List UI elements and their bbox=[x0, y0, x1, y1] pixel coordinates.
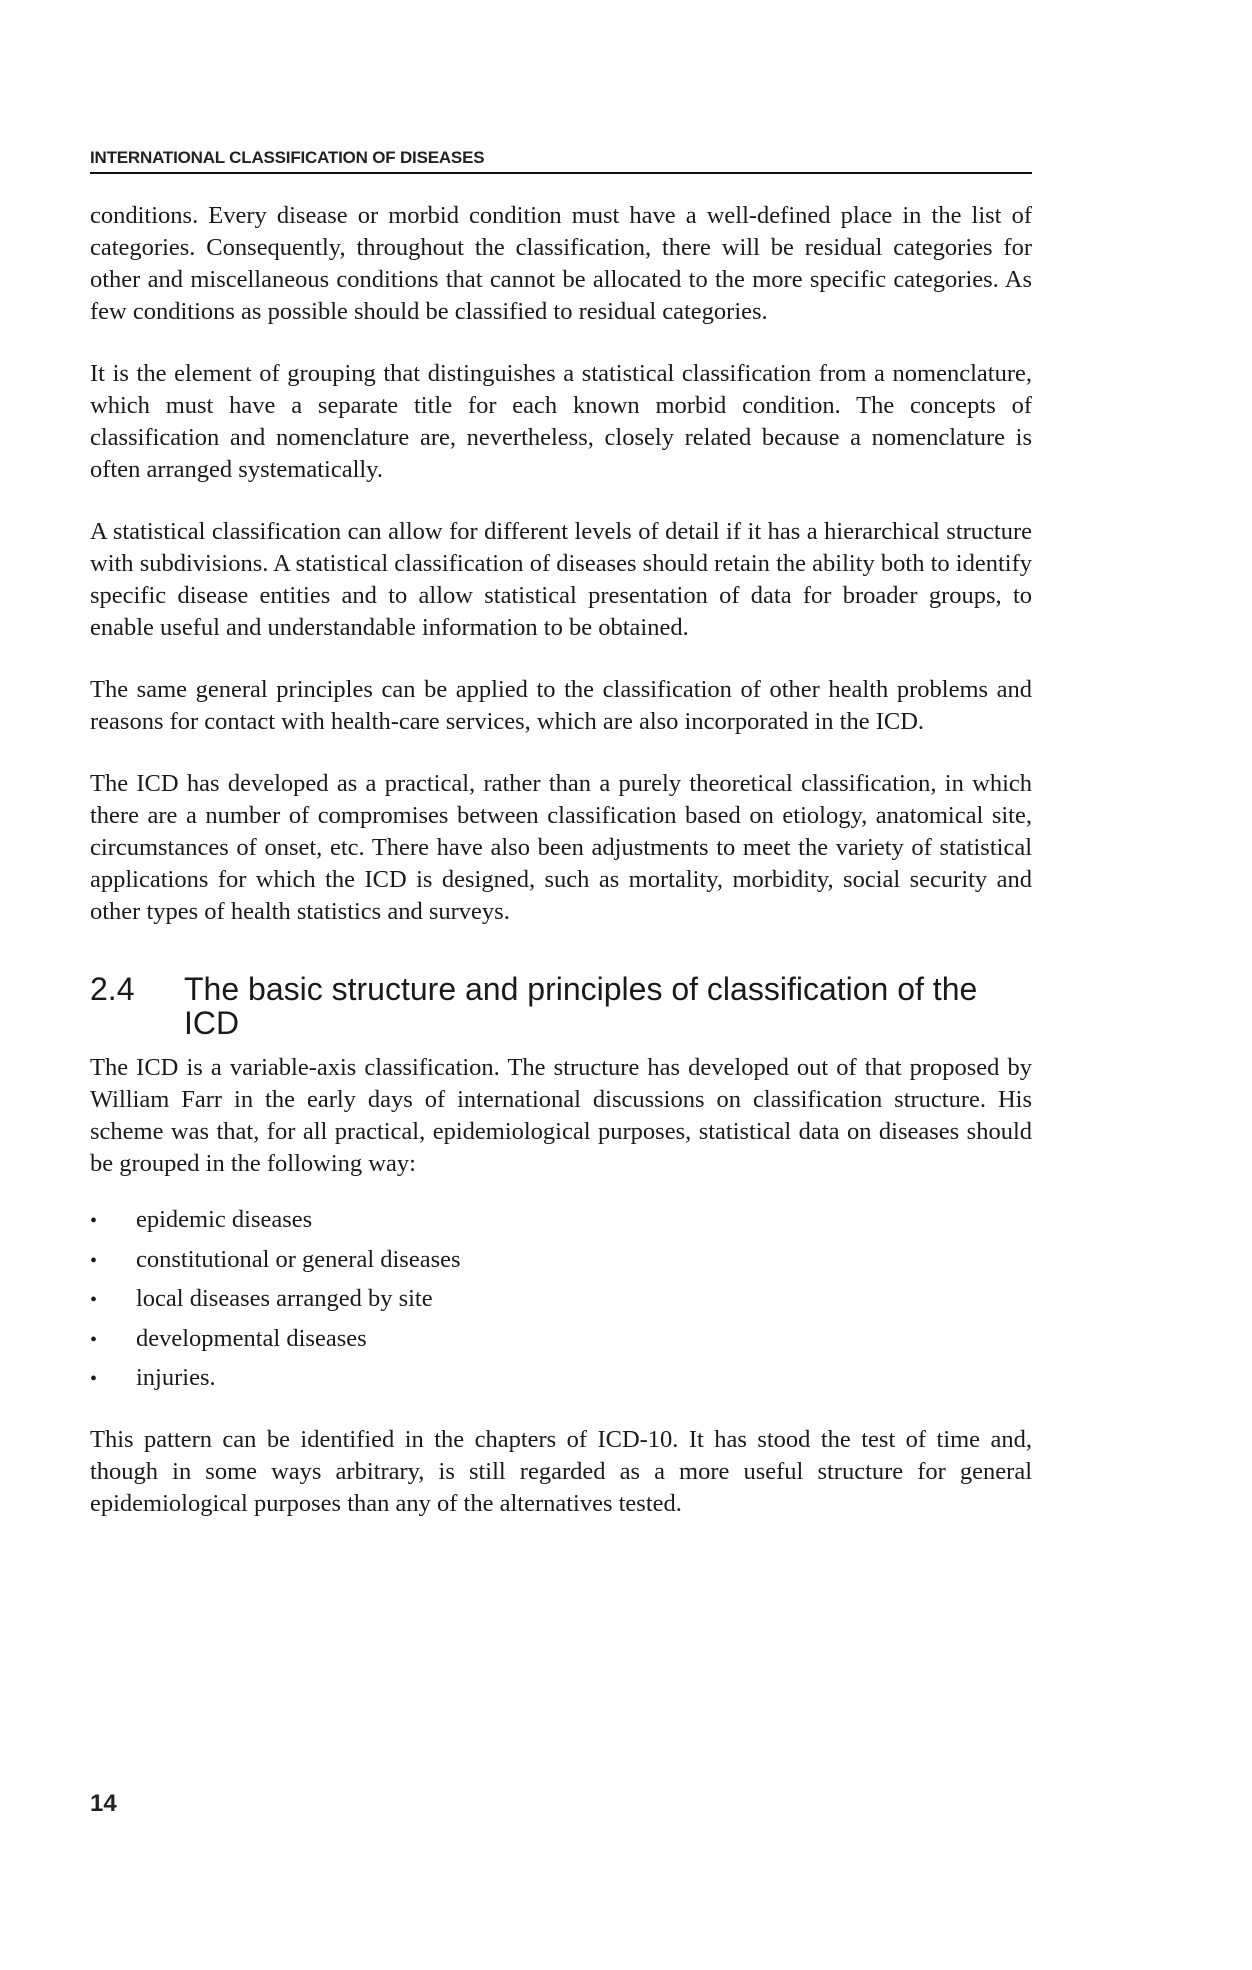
paragraph: conditions. Every disease or morbid condition must have a well-defined place in the list of categories. Consequently, throughout the classification, there will be residual categories for other and miscellaneous conditions that cannot be allocated to the more specific categories. As few conditions as possible should be classified to residual categories. bbox=[90, 202, 1032, 325]
list-item bbox=[90, 1283, 1032, 1323]
page-number: 14 bbox=[90, 1790, 117, 1817]
list-item bbox=[90, 1362, 1032, 1402]
section-closing: This pattern can be identified in the chapters of ICD-10. It has stood the test of time and, though in some ways arbitrary, is still regarded as a more useful structure for general epidemiological purposes than any of the alternatives tested. bbox=[90, 1425, 1032, 1517]
bullet-icon: • bbox=[90, 1328, 98, 1351]
section-number: 2.4 bbox=[90, 971, 135, 1007]
list-item bbox=[90, 1204, 1032, 1244]
running-header: INTERNATIONAL CLASSIFICATION OF DISEASES bbox=[90, 148, 1032, 174]
bullet-icon: • bbox=[90, 1210, 98, 1232]
list-item bbox=[90, 1244, 1032, 1284]
bullet-icon: • bbox=[90, 1289, 98, 1311]
list-item-text: injuries. bbox=[136, 1364, 216, 1391]
paragraph: It is the element of grouping that distinguishes a statistical classification from a nomenclature, which must have a separate title for each known morbid condition. The concepts of classification and nomenclature are, nevertheless, closely related because a nomenclature is often arranged systematically. bbox=[90, 360, 1032, 483]
paragraph: A statistical classification can allow for different levels of detail if it has a hierarchical structure with subdivisions. A statistical classification of diseases should retain the ability both to identify specific disease entities and to allow statistical presentation of data for broader groups, to enable useful and understandable information to be obtained. bbox=[90, 518, 1032, 641]
bullet-icon: • bbox=[90, 1368, 98, 1390]
section-title: The basic structure and principles of classification of the ICD bbox=[184, 971, 978, 1041]
list-item-text: developmental diseases bbox=[136, 1324, 367, 1352]
list-item bbox=[90, 1323, 1032, 1363]
body-text bbox=[90, 200, 1032, 1550]
section-intro: The ICD is a variable-axis classification. The structure has developed out of that proposed by William Farr in the early days of international discussions on classification structure. His scheme was that, for all practical, epidemiological purposes, statistical data on diseases should be grouped in the following way: bbox=[90, 1054, 1032, 1177]
list-item-text: epidemic diseases bbox=[136, 1206, 313, 1233]
paragraph: The same general principles can be applied to the classification of other health problems and reasons for contact with health-care services, which are also incorporated in the ICD. bbox=[90, 676, 1032, 735]
bullet-list bbox=[90, 1204, 1032, 1402]
section-heading bbox=[90, 972, 1032, 1040]
list-item-text: constitutional or general diseases bbox=[136, 1245, 461, 1273]
paragraph: The ICD has developed as a practical, rather than a purely theoretical classification, in which there are a number of compromises between classification based on etiology, anatomical site, circumstances of onset, etc. There have also been adjustments to meet the variety of statistical applications for which the ICD is designed, such as mortality, morbidity, social security and other types of health statistics and surveys. bbox=[90, 770, 1032, 925]
bullet-icon: • bbox=[90, 1249, 98, 1272]
list-item-text: local diseases arranged by site bbox=[136, 1285, 433, 1312]
